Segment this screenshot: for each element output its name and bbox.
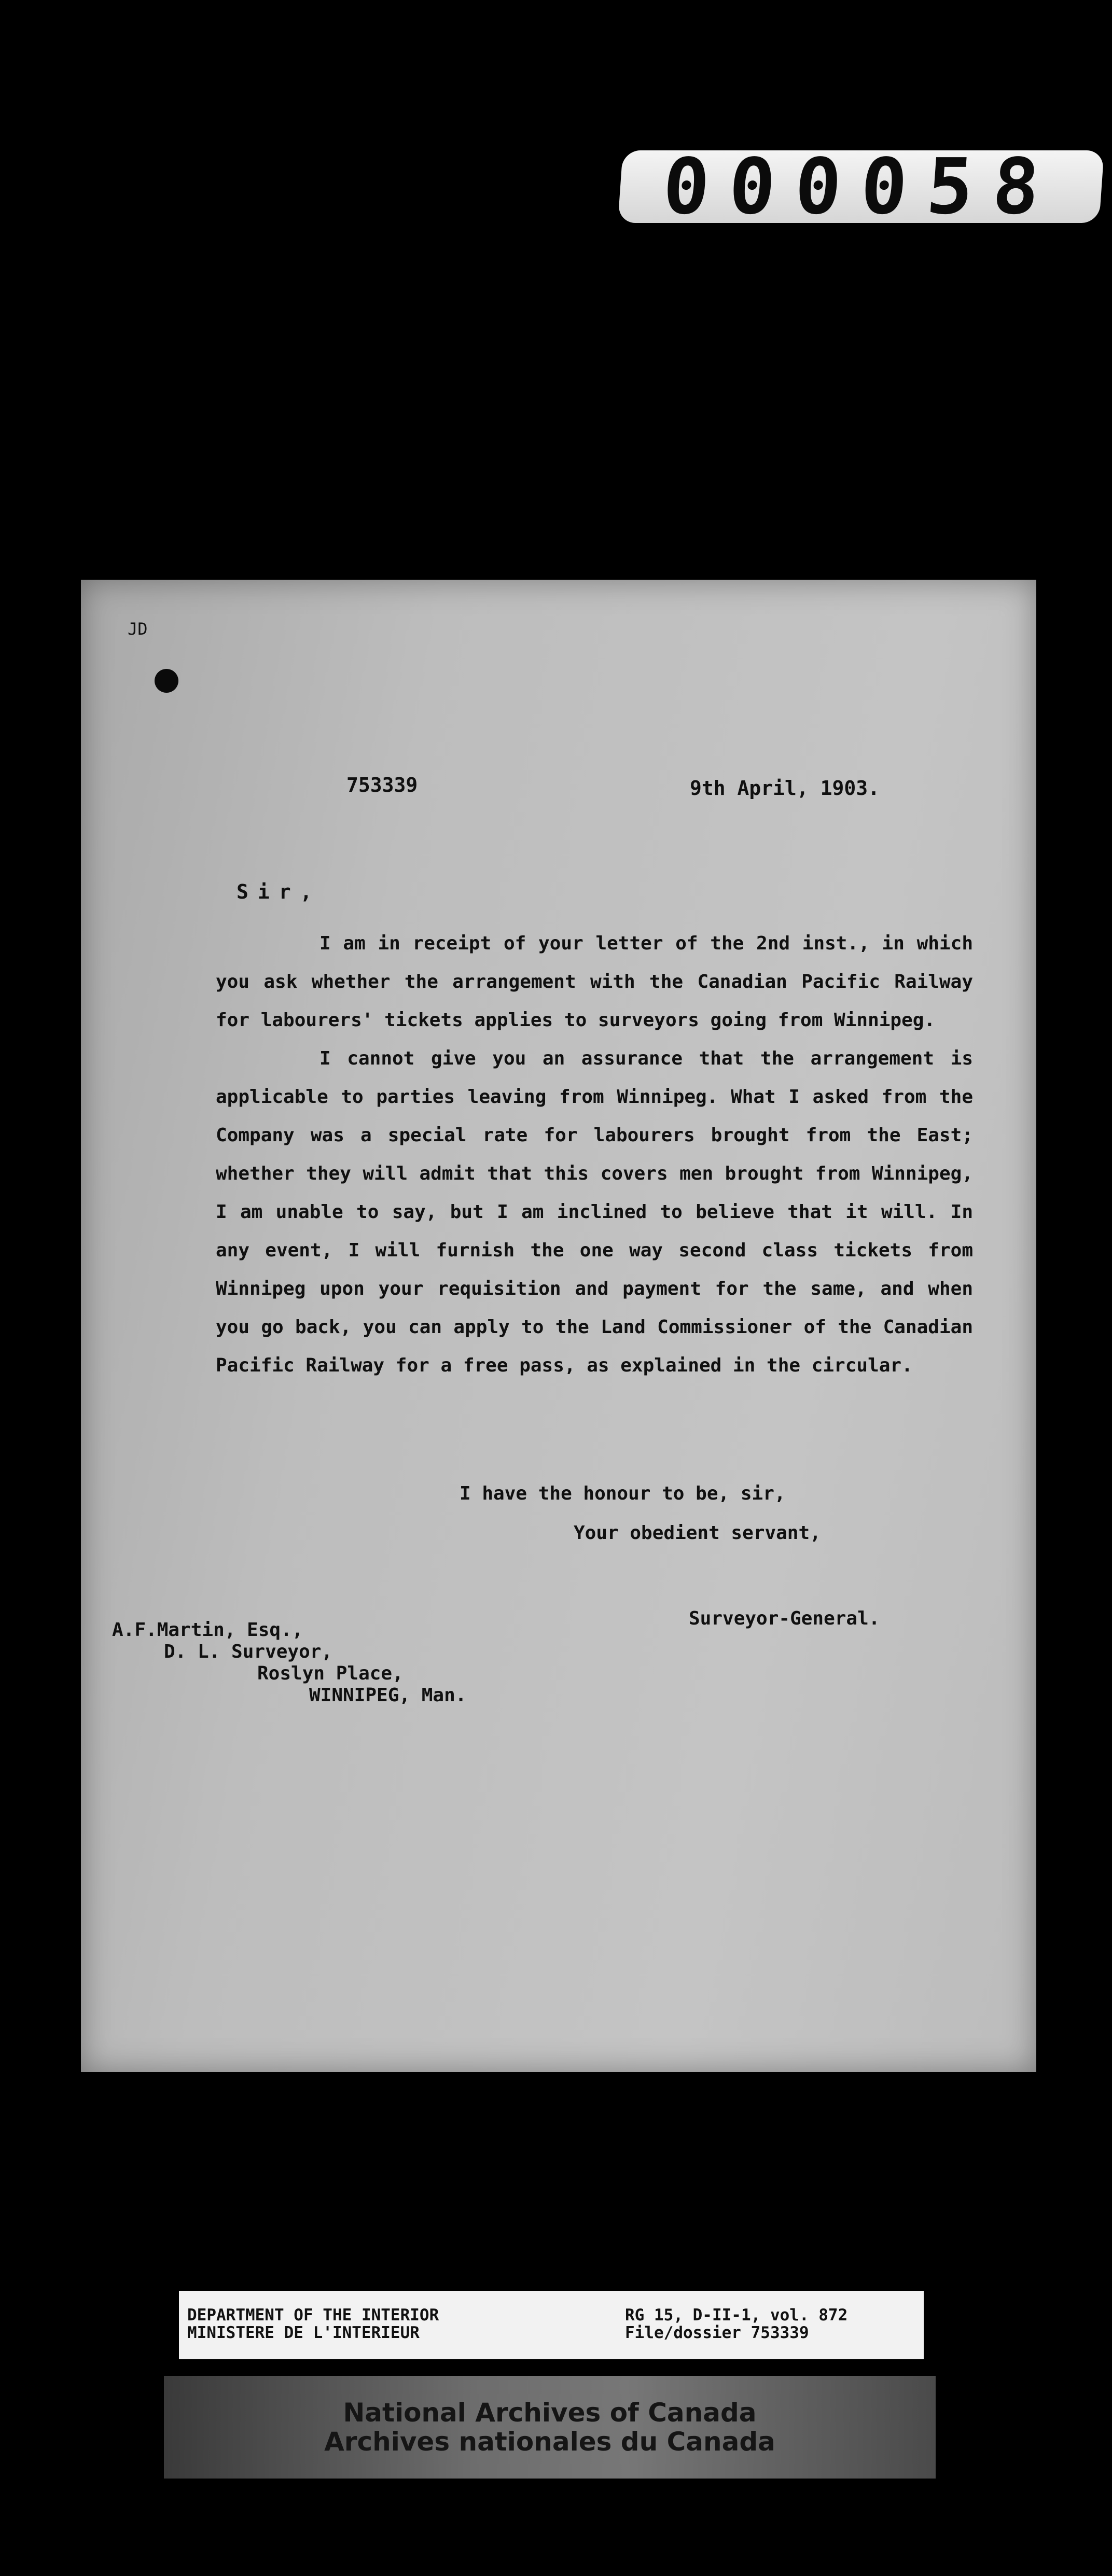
file-number: 753339: [346, 774, 418, 796]
file-dossier: File/dossier 753339: [625, 2323, 809, 2342]
punch-hole: [155, 669, 178, 693]
letter-body: [216, 925, 973, 1385]
salutation: Sir,: [237, 880, 322, 903]
department-fr: MINISTERE DE L'INTERIEUR: [187, 2323, 420, 2342]
typist-initials: JD: [128, 619, 148, 639]
closing: [460, 1474, 821, 1553]
recipient-address: [112, 1619, 466, 1706]
signature: Surveyor-General.: [689, 1608, 880, 1629]
stamp-line-en: National Archives of Canada: [343, 2398, 757, 2428]
paragraph: I cannot give you an assurance that the arrangement is applicable to parties leaving from Winnipeg. What I asked from the Company was a special rate for labourers brought from the East; whether they will admit that this covers men brought from Winnipeg, I am unable to say, but I am inclined to believe that it will. In any event, I will furnish the one way second class tickets from Winnipeg upon your requisition and payment for the same, and when you go back, you can apply to the Land Commissioner of the Canadian Pacific Railway for a free pass, as explained in the circular.: [216, 1048, 973, 1376]
archive-stamp: [164, 2376, 936, 2479]
paragraph: I am in receipt of your letter of the 2nd inst., in which you ask whether the arrangement with the Canadian Pacific Railway for labourers' tickets applies to surveyors going from Winnipeg.: [216, 933, 973, 1031]
record-group: RG 15, D-II-1, vol. 872: [625, 2306, 848, 2325]
department-names: [187, 2306, 439, 2342]
address-line: A.F.Martin, Esq.,: [112, 1619, 303, 1641]
letter-date: 9th April, 1903.: [690, 777, 880, 800]
department-en: DEPARTMENT OF THE INTERIOR: [187, 2306, 439, 2325]
address-line: D. L. Surveyor,: [164, 1641, 333, 1662]
closing-line: I have the honour to be, sir,: [460, 1483, 786, 1504]
letter-page: [81, 580, 1036, 2072]
frame-number: 000058: [618, 150, 1104, 223]
archive-label: [179, 2291, 924, 2359]
stamp-line-fr: Archives nationales du Canada: [324, 2427, 775, 2457]
closing-line: Your obedient servant,: [574, 1522, 821, 1544]
address-line: Roslyn Place,: [257, 1663, 404, 1684]
address-line: WINNIPEG, Man.: [309, 1685, 467, 1706]
reference-info: [625, 2306, 847, 2342]
